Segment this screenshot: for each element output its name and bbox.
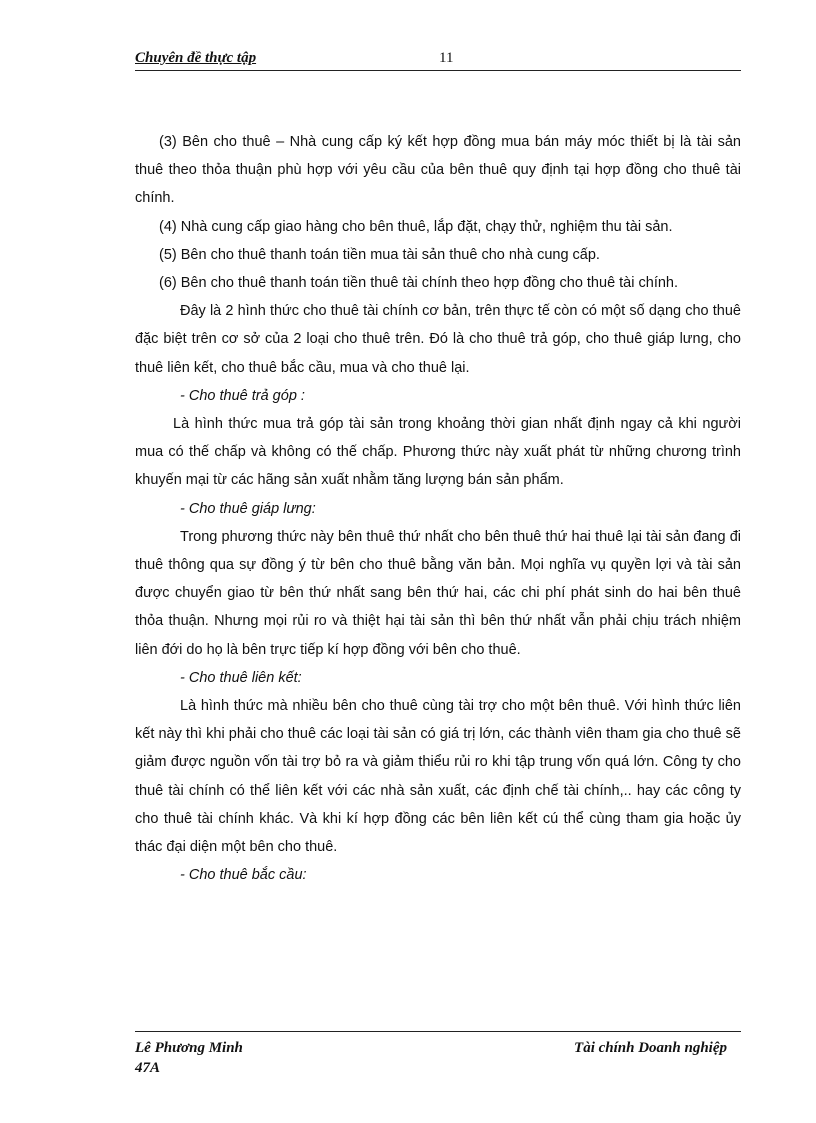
page-number: 11 [439, 50, 454, 66]
page-header [135, 50, 741, 71]
paragraph: Là hình thức mà nhiều bên cho thuê cùng tài trợ cho một bên thuê. Với hình thức liên kết này thì khi phải cho thuê các loại tài sản có giá trị lớn, các thành viên tham gia cho thuê sẽ giảm được nguồn vốn tài trợ bỏ ra và giảm thiểu rủi ro khi tập trung vốn quá lớn. Công ty cho thuê tài chính có thể liên kết với các nhà sản xuất, các định chế tài chính,.. hay các công ty cho thuê tài chính khác. Và khi kí hợp đồng các bên liên kết cú thể cùng tham gia hoặc ủy thác đại diện một bên cho thuê. [135, 698, 741, 856]
subheading: - Cho thuê bắc cầu: [180, 867, 307, 884]
author-name: Lê Phương Minh [135, 1040, 243, 1056]
department-name: Tài chính Doanh nghiệp [574, 1040, 727, 1056]
subheading: - Cho thuê liên kết: [180, 669, 302, 686]
subheading: - Cho thuê giáp lưng: [180, 500, 316, 517]
author-class: 47A [135, 1060, 161, 1076]
document-title: Chuyên đề thực tập [135, 50, 257, 66]
paragraph: Đây là 2 hình thức cho thuê tài chính cơ bản, trên thực tế còn có một số dạng cho thuê đặc biệt trên cơ sở của 2 loại cho thuê trên. Đó là cho thuê trả góp, cho thuê giáp lưng, cho thuê liên kết, cho thuê bắc cầu, mua và cho thuê lại. [135, 303, 741, 376]
paragraph: Trong phương thức này bên thuê thứ nhất cho bên thuê thứ hai thuê lại tài sản đang đi thuê thông qua sự đồng ý từ bên cho thuê bằng văn bản. Mọi nghĩa vụ quyền lợi và tài sản được chuyển giao từ bên thứ nhất sang bên thứ hai, các chi phí phát sinh do hai bên thuê thỏa thuận. Nhưng mọi rủi ro và thiệt hại tài sản thì bên thứ nhất vẫn phải chịu trách nhiệm liên đới do họ là bên trực tiếp kí hợp đồng với bên cho thuê. [135, 528, 741, 658]
paragraph: Là hình thức mua trả góp tài sản trong khoảng thời gian nhất định ngay cả khi người mua có thế chấp và không có thế chấp. Phương thức này xuất phát từ những chương trình khuyến mại từ các hãng sản xuất nhằm tăng lượng bán sản phẩm. [135, 416, 741, 489]
footer-author-block [135, 1038, 243, 1078]
paragraph: (3) Bên cho thuê – Nhà cung cấp ký kết hợp đồng mua bán máy móc thiết bị là tài sản thuê theo thỏa thuận phù hợp với yêu cầu của bên thuê quy định tại hợp đồng cho thuê tài chính. [135, 134, 741, 207]
paragraph: (4) Nhà cung cấp giao hàng cho bên thuê, lắp đặt, chạy thử, nghiệm thu tài sản. [159, 218, 673, 235]
paragraph: (6) Bên cho thuê thanh toán tiền thuê tài chính theo hợp đồng cho thuê tài chính. [159, 275, 678, 292]
document-body [135, 128, 741, 889]
subheading: - Cho thuê trả góp : [180, 387, 305, 404]
paragraph: (5) Bên cho thuê thanh toán tiền mua tài sản thuê cho nhà cung cấp. [159, 246, 600, 263]
page-footer [135, 1031, 741, 1076]
